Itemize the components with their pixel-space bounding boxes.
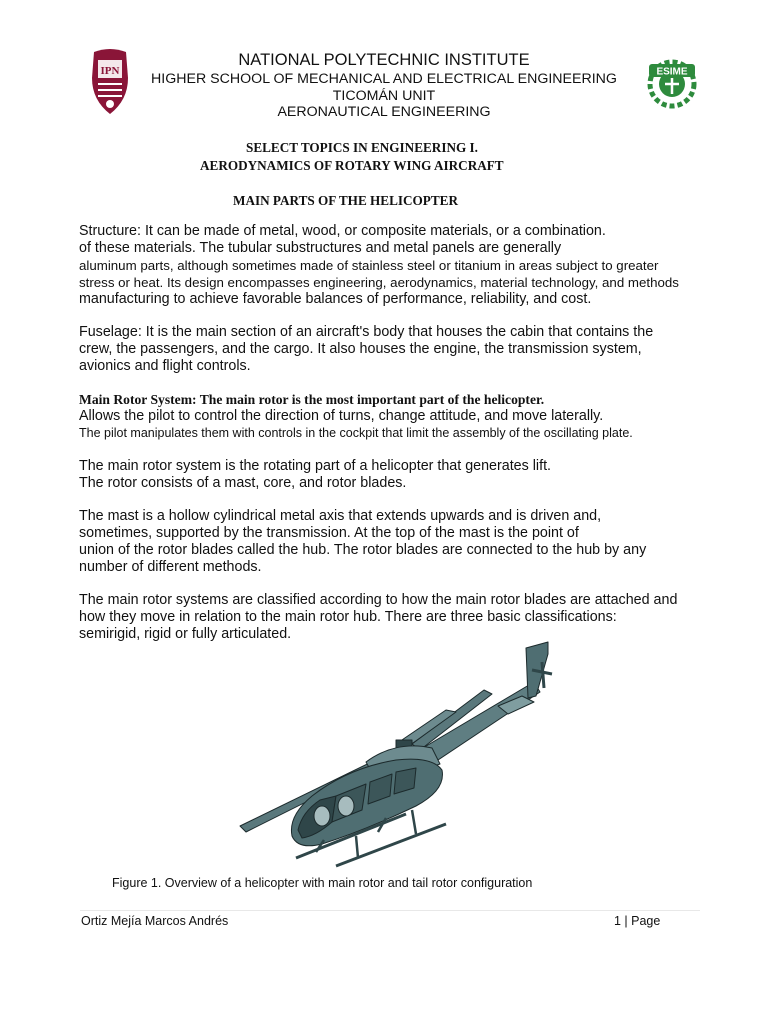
page-title: MAIN PARTS OF THE HELICOPTER: [233, 193, 458, 208]
text-line: semirigid, rigid or fully articulated.: [79, 626, 292, 642]
text-line: The pilot manipulates them with controls in the cockpit that limit the assembly of the oscillating plate.: [79, 426, 633, 440]
figure-caption: Figure 1. Overview of a helicopter with main rotor and tail rotor configuration: [112, 876, 533, 890]
ipn-logo-text: IPN: [100, 65, 120, 77]
text-line: union of the rotor blades called the hub. The rotor blades are connected to the hub by any: [79, 542, 647, 558]
school-name: HIGHER SCHOOL OF MECHANICAL AND ELECTRICAL ENGINEERING: [151, 71, 617, 87]
helicopter-figure: [236, 640, 560, 872]
course-line-2: AERODYNAMICS OF ROTARY WING AIRCRAFT: [200, 158, 504, 173]
footer-divider: [80, 910, 700, 911]
text-line: how they move in relation to the main rotor hub. There are three basic classifications:: [79, 609, 617, 625]
rotating-part-paragraph: [79, 458, 551, 492]
text-line: The main rotor systems are classified according to how the main rotor blades are attached and: [79, 592, 678, 608]
footer-page-number: 1 | Page: [614, 914, 661, 928]
text-line: sometimes, supported by the transmission. At the top of the mast is the point of: [79, 525, 579, 541]
mast-paragraph: [79, 508, 646, 576]
classification-paragraph: [79, 592, 677, 643]
text-line: Structure: It can be made of metal, wood, or composite materials, or a combination.: [79, 223, 606, 239]
text-line: aluminum parts, although sometimes made of stainless steel or titanium in areas subject to greater: [79, 258, 659, 273]
main-rotor-heading: Main Rotor System: The main rotor is the most important part of the helicopter.: [79, 392, 545, 407]
text-line: Allows the pilot to control the direction of turns, change attitude, and move laterally.: [79, 408, 604, 424]
fuselage-paragraph: [79, 324, 653, 375]
text-line: avionics and flight controls.: [79, 358, 251, 374]
text-line: The main rotor system is the rotating part of a helicopter that generates lift.: [79, 458, 552, 474]
text-line: Fuselage: It is the main section of an aircraft's body that houses the cabin that contains the: [79, 324, 654, 340]
program-name: AERONAUTICAL ENGINEERING: [277, 104, 491, 120]
text-line: The rotor consists of a mast, core, and rotor blades.: [79, 475, 407, 491]
unit-name: TICOMÁN UNIT: [332, 88, 436, 104]
text-line: The mast is a hollow cylindrical metal axis that extends upwards and is driven and,: [79, 508, 602, 524]
text-line: crew, the passengers, and the cargo. It also houses the engine, the transmission system,: [79, 341, 642, 357]
text-line: of these materials. The tubular substructures and metal panels are generally: [79, 240, 562, 256]
text-line: stress or heat. Its design encompasses engineering, aerodynamics, material technology, and methods: [79, 275, 679, 290]
main-rotor-paragraph: [79, 408, 633, 442]
esime-logo-text: ESIME: [656, 66, 688, 78]
course-line-1: SELECT TOPICS IN ENGINEERING I.: [246, 140, 478, 155]
institution-name: NATIONAL POLYTECHNIC INSTITUTE: [238, 51, 530, 69]
text-line: manufacturing to achieve favorable balances of performance, reliability, and cost.: [79, 291, 592, 307]
structure-paragraph: [79, 223, 679, 308]
footer-author: Ortiz Mejía Marcos Andrés: [81, 914, 229, 928]
text-line: number of different methods.: [79, 559, 262, 575]
